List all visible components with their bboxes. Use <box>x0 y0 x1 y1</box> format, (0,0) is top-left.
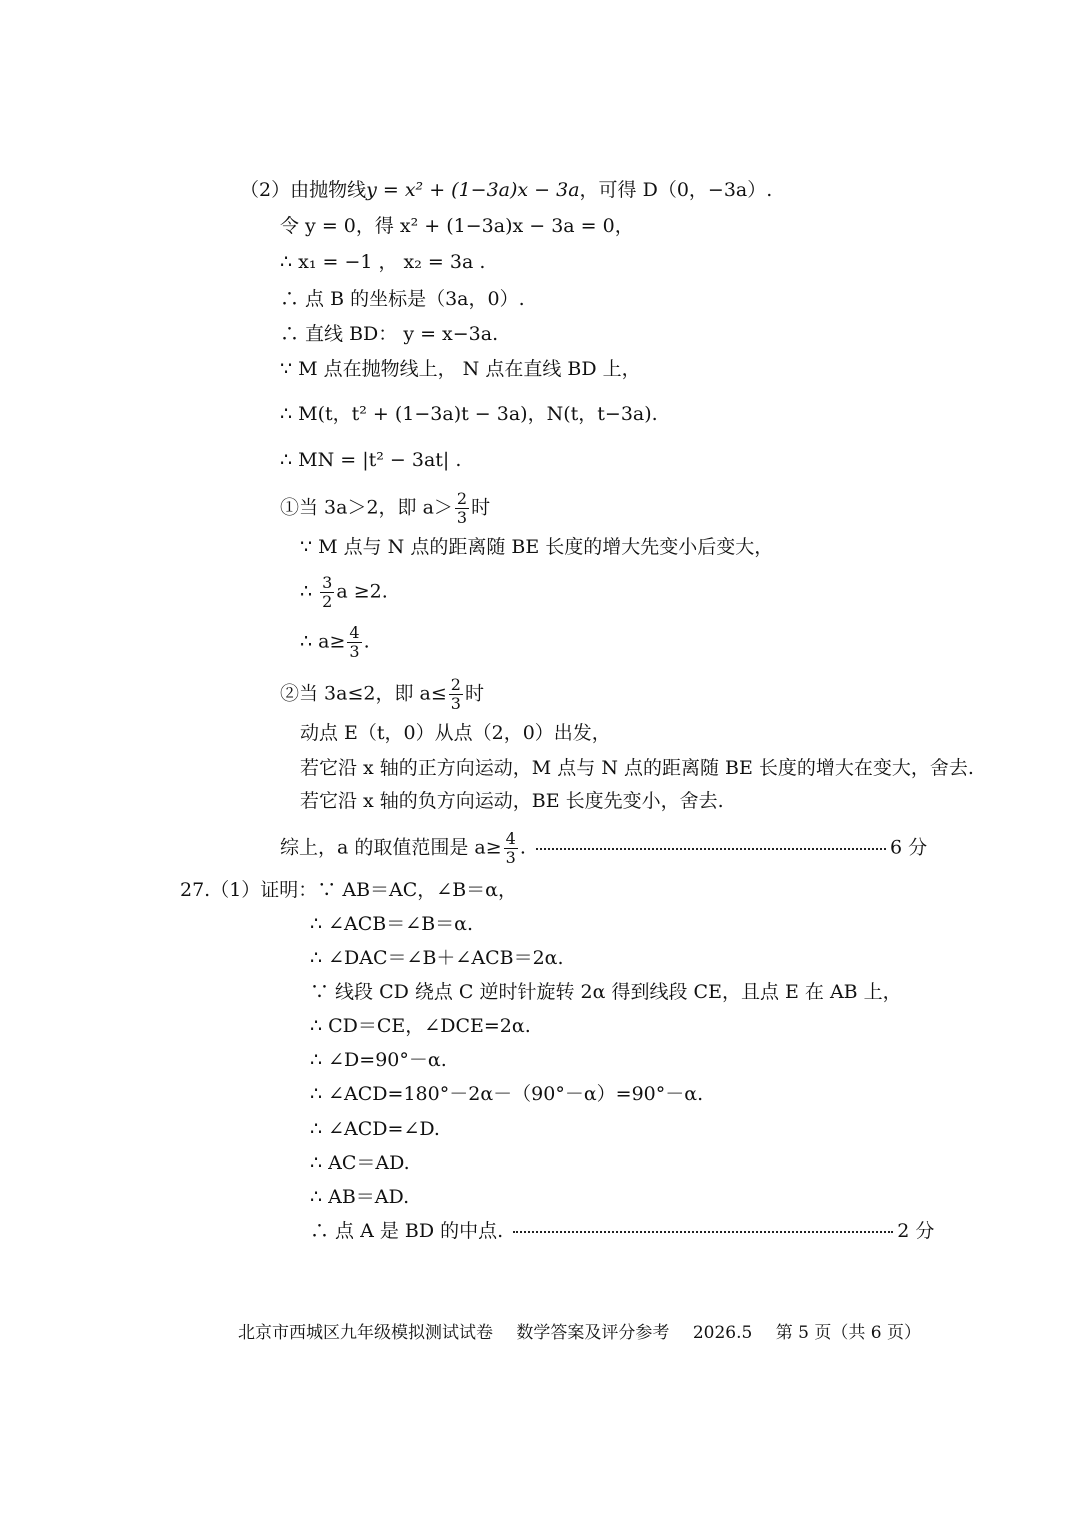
text: ①当 3a＞2，即 a＞ <box>280 496 453 519</box>
numerator: 3 <box>322 573 333 592</box>
part2-line-7: ∴ M(t，t² + (1−3a)t − 3a)，N(t，t−3a). <box>280 403 658 425</box>
page-footer <box>238 1322 939 1344</box>
numerator: 2 <box>450 675 461 694</box>
score-leader-dots <box>513 1231 893 1233</box>
q27-line-2: ∴ ∠ACB＝∠B＝α. <box>310 913 474 935</box>
score-leader-dots <box>536 848 886 850</box>
q27-line-3: ∴ ∠DAC＝∠B＋∠ACB＝2α. <box>310 947 564 969</box>
text: a ≥2. <box>336 580 388 603</box>
fraction <box>347 624 361 661</box>
text: 综上，a 的取值范围是 a≥ <box>280 836 502 859</box>
part2-line-4: ∴ 点 B 的坐标是（3a，0）. <box>280 288 525 310</box>
case1-line-3 <box>300 624 370 661</box>
q27-line-6: ∴ ∠D=90°－α. <box>310 1049 447 1071</box>
text: . <box>363 630 370 653</box>
q27-line-11 <box>310 1219 934 1243</box>
case1-line-2 <box>300 574 388 611</box>
formula: y = x² + (1−3a)x − 3a <box>366 179 580 201</box>
q27-line-5: ∴ CD＝CE，∠DCE=2α. <box>310 1015 531 1037</box>
text: ∴ <box>300 580 313 603</box>
numerator: 4 <box>505 829 516 848</box>
case2-line-2: 若它沿 x 轴的正方向运动，M 点与 N 点的距离随 BE 长度的增大在变大，舍去. <box>300 757 974 779</box>
case2-line-3: 若它沿 x 轴的负方向运动，BE 长度先变小，舍去. <box>300 790 724 812</box>
denominator: 3 <box>505 848 516 867</box>
q27-line-4: ∵ 线段 CD 绕点 C 逆时针旋转 2α 得到线段 CE，且点 E 在 AB 上， <box>310 981 902 1003</box>
fraction <box>504 830 518 867</box>
part2-line-6: ∵ M 点在抛物线上， N 点在直线 BD 上， <box>280 358 641 380</box>
case2-line-1: 动点 E（t，0）从点（2，0）出发， <box>300 722 611 744</box>
footer-date: 2026.5 <box>692 1323 753 1343</box>
text: ②当 3a≤2，即 a≤ <box>280 682 447 705</box>
numerator: 2 <box>456 489 468 508</box>
denominator: 3 <box>450 694 461 713</box>
text: ，可得 D（0，−3a）. <box>579 179 773 201</box>
q27-line-7: ∴ ∠ACD=180°－2α－（90°－α）=90°－α. <box>310 1083 704 1105</box>
q27-line-9: ∴ AC＝AD. <box>310 1152 410 1174</box>
part2-line-3: ∴ x₁ = −1 ， x₂ = 3a . <box>280 251 486 273</box>
fraction <box>320 574 334 611</box>
part2-line-5: ∴ 直线 BD： y = x−3a. <box>280 323 499 345</box>
part2-line-2: 令 y = 0，得 x² + (1−3a)x − 3a = 0， <box>280 215 634 237</box>
fraction <box>455 490 469 527</box>
numerator: 4 <box>349 623 360 642</box>
case2-heading <box>280 676 484 713</box>
conclusion-line <box>280 830 927 867</box>
fraction <box>449 676 463 713</box>
denominator: 2 <box>322 592 333 611</box>
score-label: 2 分 <box>897 1220 935 1242</box>
case1-heading <box>280 490 490 527</box>
footer-school: 北京市西城区九年级模拟测试试卷 <box>238 1323 493 1343</box>
text: ∴ 点 A 是 BD 的中点. <box>310 1220 504 1242</box>
q27-line-10: ∴ AB＝AD. <box>310 1186 410 1208</box>
text: ∴ a≥ <box>300 630 346 653</box>
text: （2）由抛物线 <box>240 179 367 201</box>
part2-line-1 <box>240 178 772 202</box>
score-label: 6 分 <box>889 836 928 859</box>
case1-line-1: ∵ M 点与 N 点的距离随 BE 长度的增大先变小后变大， <box>300 536 774 558</box>
part2-line-8: ∴ MN = |t² − 3at| . <box>280 449 462 471</box>
q27-line-8: ∴ ∠ACD=∠D. <box>310 1118 440 1140</box>
footer-subject: 数学答案及评分参考 <box>516 1323 670 1343</box>
text: . <box>519 836 526 859</box>
q27-line-1: 27.（1）证明：∵ AB＝AC，∠B＝α， <box>180 879 518 901</box>
text: 时 <box>464 682 484 705</box>
text: 时 <box>471 496 491 519</box>
denominator: 3 <box>456 508 468 527</box>
denominator: 3 <box>349 642 360 661</box>
footer-page-number: 第 5 页（共 6 页） <box>775 1323 921 1343</box>
